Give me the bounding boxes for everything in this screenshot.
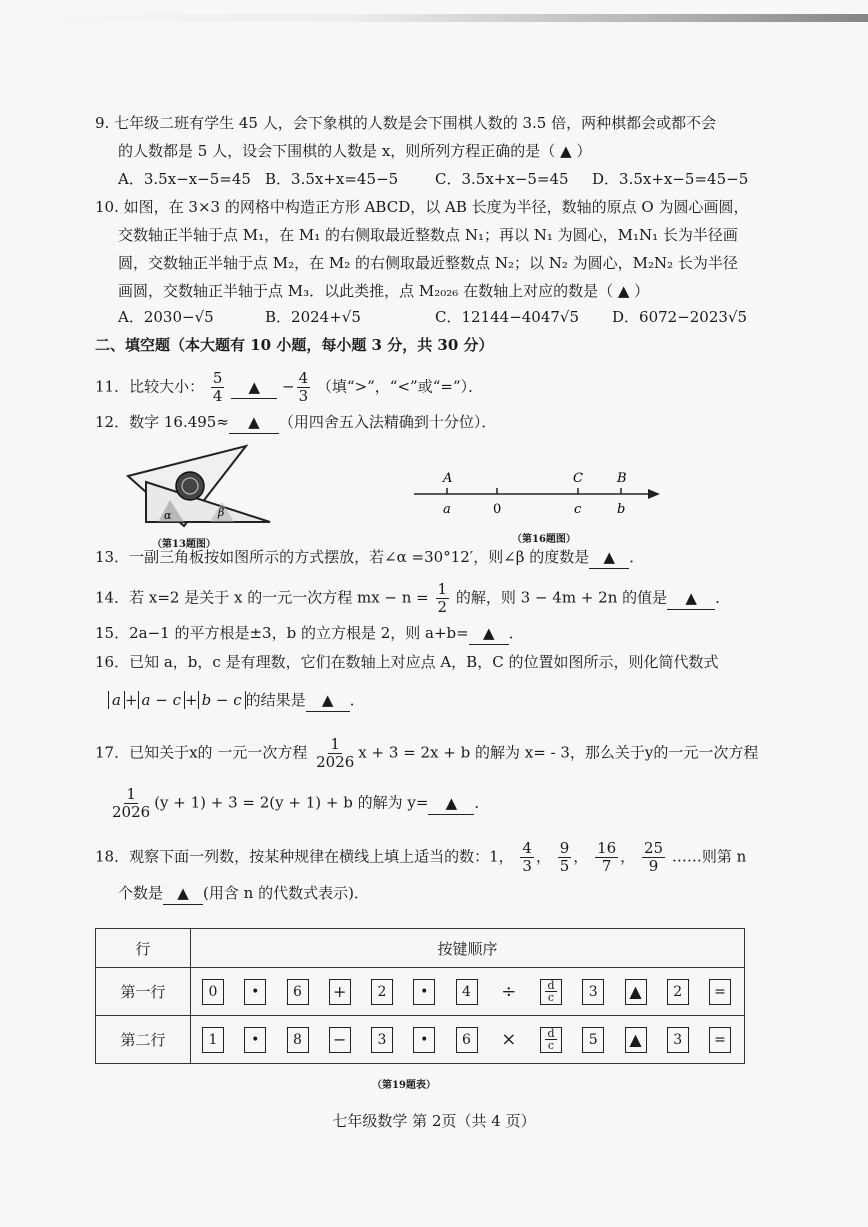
- key-5: 5: [582, 1027, 604, 1053]
- q15-number: 15．: [95, 624, 130, 642]
- key-4: 4: [456, 979, 478, 1005]
- q16-abs-b-minus-c: b − c: [198, 691, 246, 709]
- q18-text3: 个数是: [118, 884, 164, 902]
- key-times: ×: [501, 1029, 517, 1050]
- fig16-label-C: C: [573, 471, 583, 486]
- q18-number: 18．: [95, 847, 130, 866]
- q17-number: 17．: [95, 743, 130, 762]
- q15-text: 2a−1 的平方根是±3，b 的立方根是 2，则 a+b=: [129, 624, 469, 642]
- fig16-value-a: a: [443, 502, 451, 517]
- fig16-value-c: c: [574, 502, 582, 517]
- q17-fraction-2: $\frac{1}{2026}$: [112, 785, 151, 821]
- key-0: 0: [202, 979, 224, 1005]
- key-dot: •: [244, 1027, 266, 1053]
- fig16-arrow: [648, 489, 660, 499]
- q9-number: 9.: [95, 114, 110, 132]
- q17-line2: $\frac{1}{2026}$ (y + 1) + 3 = 2(y + 1) + b 的解为 y= ▲ ．: [112, 785, 490, 821]
- q14-number: 14．: [95, 588, 130, 607]
- q12-text: 数字 16.495≈: [129, 413, 229, 431]
- table-header-sequence: 按键顺序: [191, 929, 745, 968]
- q16-text1: 已知 a，b，c 是有理数，它们在数轴上对应点 A，B，C 的位置如图所示，则化简代数式: [129, 653, 719, 671]
- q9-line1: [95, 112, 716, 134]
- q10-line4: 画圆，交数轴正半轴于点 M₃．以此类推，点 M₂₀₂₆ 在数轴上对应的数是（ ▲ ）: [118, 282, 650, 300]
- fig16-caption: （第16题图）: [512, 534, 576, 545]
- q9-option-b: B．3.5x+x=45−5: [265, 170, 399, 188]
- q9-option-d: D．3.5x+x−5=45−5: [592, 170, 749, 188]
- q17-text2: x + 3 = 2x + b 的解为 x= - 3，那么关于y的一元一次方程: [358, 743, 759, 762]
- fig13-hole: [176, 472, 204, 500]
- fig16-label-B: B: [617, 471, 627, 486]
- q14: 14．若 x=2 是关于 x 的一元一次方程 mx − n = $\frac{1}{2}$ 的解，则 3 − 4m + 2n 的值是 ▲ ．: [95, 580, 731, 616]
- q18-answer-blank[interactable]: ▲: [163, 882, 203, 905]
- key-minus: −: [329, 1027, 351, 1053]
- table-row: [96, 968, 745, 1016]
- q14-text2: 的解，则 3 − 4m + 2n 的值是: [455, 588, 668, 607]
- q13: 13．一副三角板按如图所示的方式摆放，若∠α =30°12′，则∠β 的度数是 ▲ ．: [95, 546, 644, 569]
- q16-line1: [95, 651, 718, 673]
- q13-number: 13．: [95, 548, 130, 566]
- q11-prefix: 比较大小：: [129, 377, 205, 396]
- q10-line3: 圆，交数轴正半轴于点 M₂，在 M₂ 的右侧取最近整数点 N₂；以 N₂ 为圆心，M₂N₂ 长为半径: [118, 254, 738, 272]
- q12: [95, 411, 496, 434]
- q18-suffix: (用含 n 的代数式表示)．: [203, 884, 369, 902]
- key-2: 2: [667, 979, 689, 1005]
- q17-text3: (y + 1) + 3 = 2(y + 1) + b 的解为 y=: [154, 793, 429, 812]
- q11: [95, 370, 483, 405]
- q19-table-caption: （第19题表）: [372, 1080, 436, 1091]
- table-row: [96, 1016, 745, 1064]
- q14-fraction: $\frac{1}{2}$: [437, 580, 448, 616]
- q18-fraction-4: $\frac{25}{9}$: [643, 839, 664, 875]
- key-3: 3: [371, 1027, 393, 1053]
- q10-option-b: B．2024+√5: [265, 308, 361, 326]
- q11-minus: −: [282, 377, 295, 396]
- key-sequence-row-1: [192, 979, 743, 1005]
- q12-number: 12．: [95, 413, 130, 431]
- figure-13-triangles: [118, 440, 278, 530]
- q9-text1: 七年级二班有学生 45 人，会下象棋的人数是会下围棋人数的 3.5 倍，两种棋都会或都不会: [114, 114, 717, 132]
- q18-fraction-2: $\frac{9}{5}$: [559, 839, 570, 875]
- fig16-label-A: A: [443, 471, 453, 486]
- fig13-beta-label: β: [218, 506, 225, 519]
- q9-option-a: A．3.5x−x−5=45: [118, 170, 251, 188]
- key-sequence-row-2: [192, 1027, 743, 1053]
- key-fraction-toggle: $\frac{d}{c}$: [540, 1027, 562, 1053]
- q11-suffix: （填“>”，“<”或“=”）．: [316, 377, 484, 396]
- q9-line2: 的人数都是 5 人，设会下围棋的人数是 x，则所列方程正确的是（ ▲ ）: [118, 142, 592, 160]
- q14-answer-blank[interactable]: ▲: [667, 587, 715, 610]
- figure-16-number-line: [410, 466, 662, 522]
- q11-fraction-1: $\frac{5}{4}$: [212, 369, 223, 405]
- key-hidden: ▲: [625, 979, 647, 1005]
- key-6: 6: [456, 1027, 478, 1053]
- key-dot: •: [413, 1027, 435, 1053]
- fig16-value-0: 0: [493, 502, 502, 517]
- key-equals: =: [709, 1027, 731, 1053]
- q9-option-c: C．3.5x+x−5=45: [435, 170, 569, 188]
- q16-abs-a: a: [108, 691, 125, 709]
- q14-text1: 若 x=2 是关于 x 的一元一次方程 mx − n =: [129, 588, 429, 607]
- q18-line1: 18．观察下面一列数，按某种规律在横线上填上适当的数：1， $\frac{4}{3}$ ， $\frac{9}{5}$ ， $\frac{16}{7}$ ， $\frac{25}{9}$ ……则第 n: [95, 839, 747, 875]
- table-header-row: [96, 929, 745, 968]
- q17-text1: 已知关于x的 一元一次方程: [129, 743, 308, 762]
- row-keys-2: [191, 1016, 745, 1064]
- q17-line1: [95, 736, 758, 771]
- fig16-value-b: b: [617, 502, 626, 517]
- q18-fraction-1: $\frac{4}{3}$: [522, 839, 532, 875]
- key-plus: +: [329, 979, 351, 1005]
- key-hidden: ▲: [625, 1027, 647, 1053]
- row-label-1: 第一行: [96, 968, 191, 1016]
- q13-answer-blank[interactable]: ▲: [589, 546, 629, 569]
- key-2: 2: [371, 979, 393, 1005]
- q18-text2: ……则第 n: [671, 847, 747, 866]
- key-8: 8: [287, 1027, 309, 1053]
- q10-line1: [95, 196, 748, 218]
- q18-text1: 观察下面一列数，按某种规律在横线上填上适当的数：1，: [129, 847, 514, 866]
- q13-text: 一副三角板按如图所示的方式摆放，若∠α =30°12′，则∠β 的度数是: [129, 548, 590, 566]
- q16-number: 16．: [95, 653, 130, 671]
- key-1: 1: [202, 1027, 224, 1053]
- q11-fraction-2: $\frac{4}{3}$: [298, 369, 309, 405]
- key-dot: •: [244, 979, 266, 1005]
- q16-abs-a-minus-c: a − c: [138, 691, 185, 709]
- row-label-2: 第二行: [96, 1016, 191, 1064]
- q10-line2: 交数轴正半轴于点 M₁，在 M₁ 的右侧取最近整数点 N₁；再以 N₁ 为圆心，M₁N₁ 长为半径画: [118, 226, 738, 244]
- key-fraction-toggle: $\frac{d}{c}$: [540, 979, 562, 1005]
- q10-text1: 如图，在 3×3 的网格中构造正方形 ABCD，以 AB 长度为半径，数轴的原点 O 为圆心画圆，: [123, 198, 749, 216]
- key-3: 3: [667, 1027, 689, 1053]
- key-equals: =: [709, 979, 731, 1005]
- q16-text2: 的结果是: [245, 691, 306, 709]
- table-header-row-label: 行: [96, 929, 191, 968]
- section-2-title: 二、填空题（本大题有 10 小题，每小题 3 分，共 30 分）: [95, 336, 494, 354]
- q15-answer-blank[interactable]: ▲: [469, 622, 509, 645]
- q10-option-d: D．6072−2023√5: [612, 308, 748, 326]
- q10-option-a: A．2030−√5: [118, 308, 214, 326]
- page-footer: 七年级数学 第 2页（共 4 页）: [332, 1112, 536, 1130]
- q11-number: 11．: [95, 377, 130, 396]
- q19-key-table: [95, 928, 745, 1064]
- q12-suffix: （用四舍五入法精确到十分位）．: [278, 413, 497, 431]
- key-divide: ÷: [501, 981, 517, 1002]
- q12-answer-blank[interactable]: ▲: [229, 411, 279, 434]
- q10-option-c: C．12144−4047√5: [435, 308, 580, 326]
- q16-answer-blank[interactable]: ▲: [306, 689, 350, 712]
- key-dot: •: [413, 979, 435, 1005]
- q18-line2: [118, 882, 369, 905]
- q18-fraction-3: $\frac{16}{7}$: [597, 839, 617, 875]
- q17-answer-blank[interactable]: ▲: [428, 792, 474, 815]
- row-keys-1: [191, 968, 745, 1016]
- fig13-alpha-label: α: [164, 509, 172, 522]
- q17-fraction-1: $\frac{1}{2026}$: [316, 735, 355, 771]
- q11-answer-blank[interactable]: ▲: [231, 376, 277, 399]
- q15: 15．2a−1 的平方根是±3，b 的立方根是 2，则 a+b= ▲ ．: [95, 622, 524, 645]
- q10-number: 10.: [95, 198, 119, 216]
- key-6: 6: [287, 979, 309, 1005]
- key-3: 3: [582, 979, 604, 1005]
- fig13-caption: （第13题图）: [152, 539, 216, 550]
- scan-edge: [0, 14, 868, 22]
- q16-line2: a + a − c + b − c 的结果是 ▲ ．: [108, 689, 365, 712]
